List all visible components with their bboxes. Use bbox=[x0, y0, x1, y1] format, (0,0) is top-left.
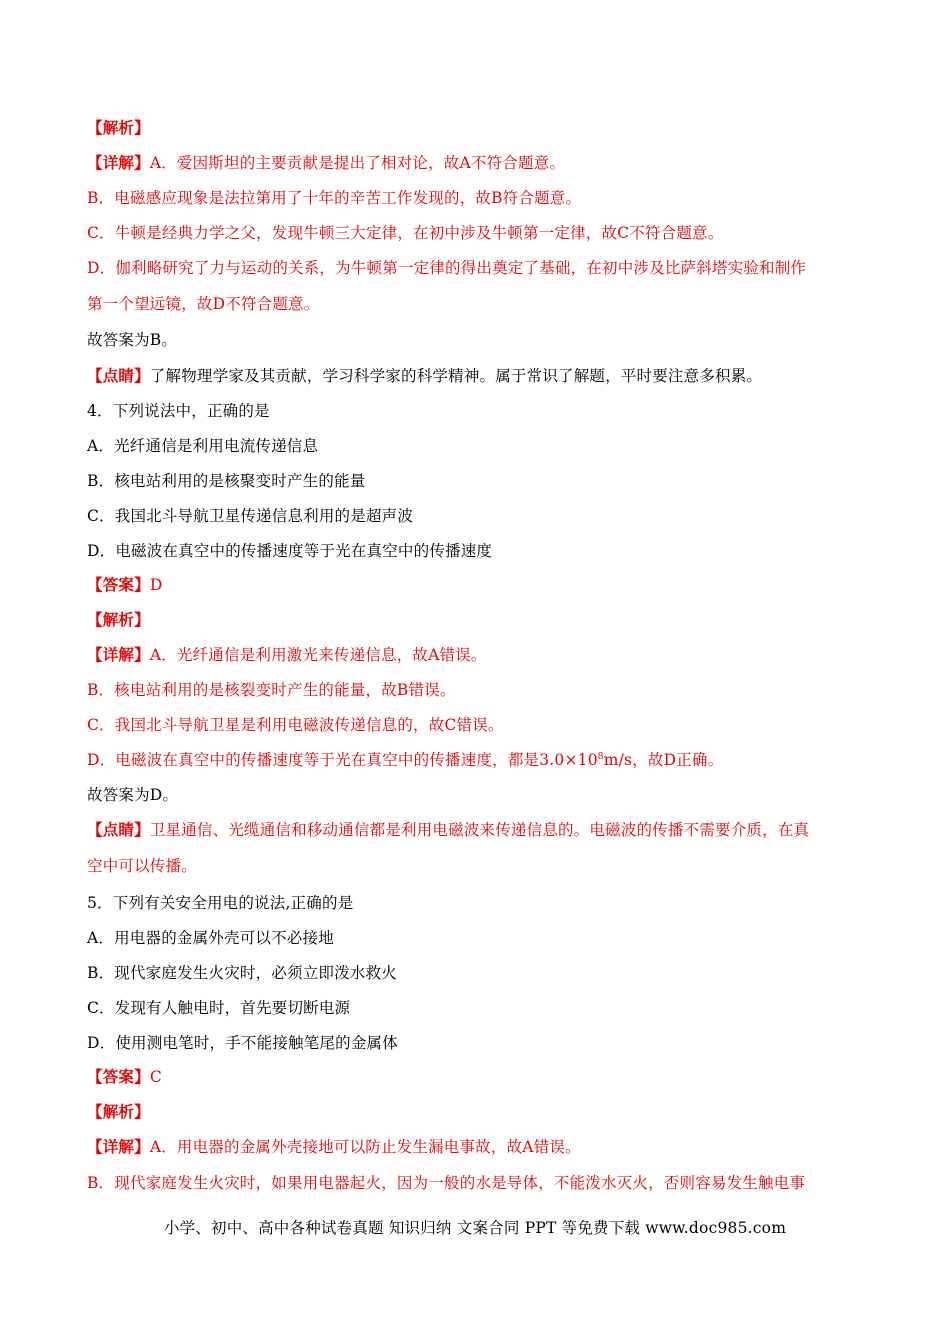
analysis-heading-text: 【解析】 bbox=[87, 610, 150, 629]
question-5-option-c bbox=[87, 998, 350, 1018]
detail-text: A．爱因斯坦的主要贡献是提出了相对论，故A不符合题意。 bbox=[149, 154, 566, 172]
detail-line-q4-c bbox=[87, 715, 504, 735]
question-4-stem bbox=[87, 401, 270, 421]
comment-q4-cont bbox=[87, 856, 197, 876]
conclusion-q4 bbox=[87, 785, 178, 805]
comment-heading: 【点睛】 bbox=[87, 366, 150, 385]
option-text: A．光纤通信是利用电流传递信息 bbox=[87, 437, 319, 455]
page-footer bbox=[0, 1218, 950, 1238]
conclusion-q3 bbox=[87, 330, 177, 350]
answer-q4 bbox=[87, 575, 162, 595]
comment-text: 卫星通信、光缆通信和移动通信都是利用电磁波来传递信息的。电磁波的传播不需要介质，在真 bbox=[149, 821, 810, 839]
answer-heading: 【答案】 bbox=[87, 575, 150, 594]
question-5-option-d bbox=[87, 1033, 398, 1053]
answer-value: C bbox=[149, 1068, 162, 1086]
option-text: A．用电器的金属外壳可以不必接地 bbox=[87, 929, 334, 947]
analysis-heading-text: 【解析】 bbox=[87, 118, 150, 137]
analysis-heading-q4 bbox=[87, 610, 150, 630]
detail-line-q4-b bbox=[87, 680, 456, 700]
detail-heading: 【详解】 bbox=[87, 153, 150, 172]
detail-heading: 【详解】 bbox=[87, 1137, 150, 1156]
detail-line-q5-b bbox=[87, 1173, 805, 1193]
detail-text: C．我国北斗导航卫星是利用电磁波传递信息的，故C错误。 bbox=[87, 716, 504, 734]
answer-q5 bbox=[87, 1067, 162, 1087]
detail-text: D．电磁波在真空中的传播速度等于光在真空中的传播速度，都是3.0×10 bbox=[87, 751, 598, 769]
analysis-heading-text: 【解析】 bbox=[87, 1102, 150, 1121]
detail-text: 第一个望远镜，故D不符合题意。 bbox=[87, 295, 320, 313]
detail-line-q5-a bbox=[87, 1137, 581, 1157]
comment-q3 bbox=[87, 366, 762, 386]
detail-text: A．光纤通信是利用激光来传递信息，故A错误。 bbox=[149, 646, 487, 664]
option-text: C．发现有人触电时，首先要切断电源 bbox=[87, 999, 351, 1017]
question-5-option-a bbox=[87, 928, 334, 948]
detail-text: m/s，故D正确。 bbox=[603, 751, 724, 769]
detail-line-q4-d bbox=[87, 750, 723, 770]
option-text: B．现代家庭发生火灾时，必须立即泼水救火 bbox=[87, 964, 397, 982]
question-4-option-d bbox=[87, 541, 492, 561]
option-text: D．使用测电笔时，手不能接触笔尾的金属体 bbox=[87, 1034, 398, 1052]
option-text: C．我国北斗导航卫星传递信息利用的是超声波 bbox=[87, 507, 414, 525]
conclusion-text: 故答案为B。 bbox=[87, 331, 178, 349]
option-text: B．核电站利用的是核聚变时产生的能量 bbox=[87, 472, 366, 490]
question-5-stem bbox=[87, 893, 353, 913]
detail-line-q3-b bbox=[87, 188, 581, 208]
analysis-heading bbox=[87, 118, 150, 138]
comment-heading: 【点睛】 bbox=[87, 820, 150, 839]
question-text: 4．下列说法中，正确的是 bbox=[87, 402, 270, 420]
comment-q4 bbox=[87, 820, 809, 840]
detail-text: B．核电站利用的是核裂变时产生的能量，故B错误。 bbox=[87, 681, 456, 699]
detail-line-q3-d bbox=[87, 258, 806, 278]
exponent: 8 bbox=[597, 751, 604, 762]
detail-text: B．电磁感应现象是法拉第用了十年的辛苦工作发现的，故B符合题意。 bbox=[87, 189, 582, 207]
question-5-option-b bbox=[87, 963, 397, 983]
conclusion-text: 故答案为D。 bbox=[87, 786, 179, 804]
detail-text: A．用电器的金属外壳接地可以防止发生漏电事故，故A错误。 bbox=[149, 1138, 581, 1156]
detail-line-q3-d-cont bbox=[87, 294, 319, 314]
detail-text: B．现代家庭发生火灾时，如果用电器起火，因为一般的水是导体，不能泼水灭火，否则容易发生触电事 bbox=[87, 1174, 806, 1192]
detail-text: C．牛顿是经典力学之父，发现牛顿三大定律，在初中涉及牛顿第一定律，故C不符合题意。 bbox=[87, 224, 724, 242]
detail-line-q4-a bbox=[87, 645, 487, 665]
question-4-option-c bbox=[87, 506, 413, 526]
footer-text: 小学、初中、高中各种试卷真题 知识归纳 文案合同 PPT 等免费下载 www.doc985.com bbox=[163, 1219, 787, 1237]
question-4-option-b bbox=[87, 471, 366, 491]
detail-line-q3-a bbox=[87, 153, 565, 173]
answer-heading: 【答案】 bbox=[87, 1067, 150, 1086]
comment-text: 空中可以传播。 bbox=[87, 857, 197, 875]
detail-line-q3-c bbox=[87, 223, 723, 243]
answer-value: D bbox=[149, 576, 163, 594]
question-4-option-a bbox=[87, 436, 318, 456]
question-text: 5．下列有关安全用电的说法,正确的是 bbox=[87, 894, 354, 912]
option-text: D．电磁波在真空中的传播速度等于光在真空中的传播速度 bbox=[87, 542, 493, 560]
detail-text: D．伽利略研究了力与运动的关系，为牛顿第一定律的得出奠定了基础，在初中涉及比萨斜塔实验和制作 bbox=[87, 259, 807, 277]
comment-text: 了解物理学家及其贡献，学习科学家的科学精神。属于常识了解题，平时要注意多积累。 bbox=[149, 367, 763, 385]
detail-heading: 【详解】 bbox=[87, 645, 150, 664]
analysis-heading-q5 bbox=[87, 1102, 150, 1122]
